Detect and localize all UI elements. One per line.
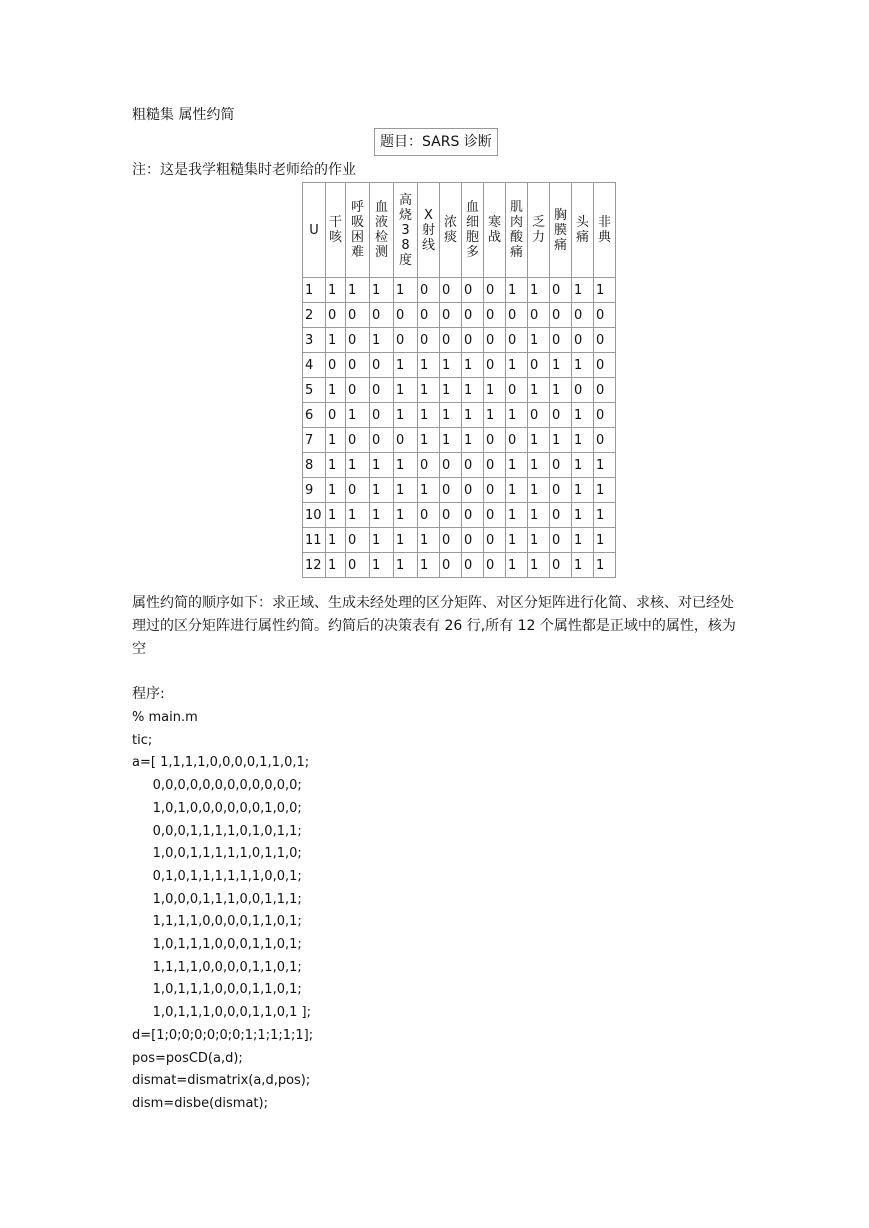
table-cell: 0 bbox=[594, 303, 616, 328]
subject-box: 题目：SARS 诊断 bbox=[374, 128, 498, 156]
table-cell: 1 bbox=[394, 528, 418, 553]
code-line: 1,1,1,1,0,0,0,0,1,1,0,1; bbox=[132, 959, 302, 975]
table-cell: 1 bbox=[528, 328, 550, 353]
table-cell: 1 bbox=[572, 478, 594, 503]
column-header: 肌肉酸痛 bbox=[506, 183, 528, 278]
table-cell: 0 bbox=[484, 353, 506, 378]
table-cell: 0 bbox=[572, 303, 594, 328]
table-cell: 0 bbox=[550, 403, 572, 428]
table-cell: 0 bbox=[394, 428, 418, 453]
table-cell: 0 bbox=[346, 353, 370, 378]
row-id-cell: 9 bbox=[303, 478, 326, 503]
table-cell: 1 bbox=[572, 353, 594, 378]
table-cell: 0 bbox=[550, 303, 572, 328]
table-cell: 1 bbox=[528, 378, 550, 403]
table-cell: 0 bbox=[346, 328, 370, 353]
table-cell: 1 bbox=[326, 278, 346, 303]
row-id-cell: 1 bbox=[303, 278, 326, 303]
column-header: 非典 bbox=[594, 183, 616, 278]
column-header: 寒战 bbox=[484, 183, 506, 278]
table-cell: 1 bbox=[326, 378, 346, 403]
table-cell: 1 bbox=[572, 453, 594, 478]
table-row bbox=[303, 528, 616, 553]
table-cell: 1 bbox=[394, 278, 418, 303]
column-header: U bbox=[303, 183, 326, 278]
table-cell: 1 bbox=[370, 528, 394, 553]
table-cell: 1 bbox=[394, 353, 418, 378]
table-row bbox=[303, 428, 616, 453]
table-cell: 1 bbox=[370, 553, 394, 578]
table-row bbox=[303, 453, 616, 478]
table-cell: 0 bbox=[506, 328, 528, 353]
table-cell: 1 bbox=[484, 403, 506, 428]
code-line: d=[1;0;0;0;0;0;0;1;1;1;1;1]; bbox=[132, 1027, 314, 1043]
column-header: 呼吸困难 bbox=[346, 183, 370, 278]
row-id-cell: 6 bbox=[303, 403, 326, 428]
table-cell: 1 bbox=[370, 453, 394, 478]
table-cell: 0 bbox=[528, 303, 550, 328]
table-cell: 1 bbox=[346, 503, 370, 528]
code-line: 0,0,0,1,1,1,1,0,1,0,1,1; bbox=[132, 823, 302, 839]
table-cell: 0 bbox=[418, 303, 440, 328]
code-line: pos=posCD(a,d); bbox=[132, 1050, 243, 1066]
table-cell: 0 bbox=[528, 403, 550, 428]
table-cell: 0 bbox=[484, 478, 506, 503]
table-cell: 1 bbox=[346, 453, 370, 478]
sars-data-table bbox=[302, 182, 616, 578]
column-header: 高烧38度 bbox=[394, 183, 418, 278]
table-cell: 1 bbox=[594, 503, 616, 528]
table-cell: 1 bbox=[572, 428, 594, 453]
table-cell: 0 bbox=[462, 453, 484, 478]
column-header: 干咳 bbox=[326, 183, 346, 278]
code-line: 1,0,1,1,1,0,0,0,1,1,0,1 ]; bbox=[132, 1005, 311, 1021]
table-cell: 1 bbox=[506, 453, 528, 478]
table-cell: 0 bbox=[326, 303, 346, 328]
row-id-cell: 7 bbox=[303, 428, 326, 453]
table-cell: 1 bbox=[346, 278, 370, 303]
table-cell: 0 bbox=[550, 328, 572, 353]
table-cell: 0 bbox=[462, 478, 484, 503]
note-text: 注：这是我学粗糙集时老师给的作业 bbox=[132, 162, 356, 178]
table-cell: 1 bbox=[418, 378, 440, 403]
table-cell: 0 bbox=[462, 528, 484, 553]
table-cell: 1 bbox=[394, 403, 418, 428]
table-cell: 0 bbox=[440, 528, 462, 553]
table-cell: 1 bbox=[394, 453, 418, 478]
table-cell: 0 bbox=[370, 303, 394, 328]
table-cell: 1 bbox=[572, 553, 594, 578]
table-cell: 1 bbox=[370, 278, 394, 303]
row-id-cell: 3 bbox=[303, 328, 326, 353]
table-cell: 0 bbox=[394, 303, 418, 328]
code-line: 1,0,1,0,0,0,0,0,0,1,0,0; bbox=[132, 800, 302, 816]
table-cell: 1 bbox=[326, 528, 346, 553]
table-cell: 1 bbox=[418, 528, 440, 553]
table-row bbox=[303, 278, 616, 303]
code-line: dismat=dismatrix(a,d,pos); bbox=[132, 1073, 311, 1089]
table-cell: 1 bbox=[594, 478, 616, 503]
table-cell: 0 bbox=[550, 503, 572, 528]
table-cell: 0 bbox=[440, 553, 462, 578]
table-cell: 0 bbox=[418, 453, 440, 478]
table-cell: 0 bbox=[440, 503, 462, 528]
table-cell: 1 bbox=[440, 378, 462, 403]
table-cell: 0 bbox=[346, 303, 370, 328]
table-cell: 0 bbox=[440, 478, 462, 503]
row-id-cell: 2 bbox=[303, 303, 326, 328]
table-cell: 0 bbox=[572, 378, 594, 403]
code-line: 1,0,0,0,1,1,1,0,0,1,1,1; bbox=[132, 891, 302, 907]
table-row bbox=[303, 478, 616, 503]
table-cell: 1 bbox=[394, 503, 418, 528]
code-line: 1,1,1,1,0,0,0,0,1,1,0,1; bbox=[132, 914, 302, 930]
table-cell: 0 bbox=[346, 528, 370, 553]
table-cell: 0 bbox=[394, 328, 418, 353]
table-cell: 0 bbox=[370, 378, 394, 403]
table-cell: 0 bbox=[440, 278, 462, 303]
table-cell: 1 bbox=[346, 403, 370, 428]
code-line: a=[ 1,1,1,1,0,0,0,0,1,1,0,1; bbox=[132, 755, 310, 771]
program-label: 程序: bbox=[132, 686, 165, 702]
table-cell: 0 bbox=[594, 428, 616, 453]
table-cell: 0 bbox=[484, 453, 506, 478]
column-header: 血液检测 bbox=[370, 183, 394, 278]
table-cell: 1 bbox=[440, 403, 462, 428]
table-cell: 1 bbox=[462, 403, 484, 428]
document-title: 粗糙集 属性约简 bbox=[132, 107, 235, 123]
table-cell: 0 bbox=[326, 353, 346, 378]
table-cell: 0 bbox=[484, 278, 506, 303]
table-cell: 0 bbox=[550, 553, 572, 578]
table-cell: 1 bbox=[418, 403, 440, 428]
table-cell: 0 bbox=[370, 403, 394, 428]
table-cell: 1 bbox=[506, 528, 528, 553]
table-cell: 1 bbox=[506, 353, 528, 378]
table-cell: 1 bbox=[440, 353, 462, 378]
table-cell: 0 bbox=[346, 378, 370, 403]
table-cell: 1 bbox=[418, 478, 440, 503]
table-cell: 0 bbox=[550, 478, 572, 503]
table-row bbox=[303, 503, 616, 528]
table-cell: 1 bbox=[528, 553, 550, 578]
row-id-cell: 8 bbox=[303, 453, 326, 478]
table-cell: 0 bbox=[594, 353, 616, 378]
table-cell: 1 bbox=[370, 503, 394, 528]
code-line: tic; bbox=[132, 732, 153, 748]
table-cell: 1 bbox=[326, 503, 346, 528]
table-cell: 1 bbox=[572, 528, 594, 553]
table-cell: 0 bbox=[370, 428, 394, 453]
table-cell: 1 bbox=[440, 428, 462, 453]
table-cell: 0 bbox=[594, 378, 616, 403]
code-line: dism=disbe(dismat); bbox=[132, 1095, 268, 1111]
table-cell: 1 bbox=[506, 553, 528, 578]
row-id-cell: 5 bbox=[303, 378, 326, 403]
table-cell: 1 bbox=[506, 403, 528, 428]
table-cell: 1 bbox=[394, 378, 418, 403]
table-cell: 1 bbox=[370, 328, 394, 353]
table-cell: 1 bbox=[326, 328, 346, 353]
table-header-row bbox=[303, 183, 616, 278]
table-row bbox=[303, 303, 616, 328]
table-cell: 0 bbox=[484, 328, 506, 353]
table-cell: 0 bbox=[550, 278, 572, 303]
row-id-cell: 10 bbox=[303, 503, 326, 528]
table-cell: 0 bbox=[594, 403, 616, 428]
code-line: 1,0,1,1,1,0,0,0,1,1,0,1; bbox=[132, 937, 302, 952]
table-row bbox=[303, 328, 616, 353]
table-cell: 0 bbox=[462, 303, 484, 328]
column-header: 浓痰 bbox=[440, 183, 462, 278]
table-cell: 1 bbox=[462, 378, 484, 403]
table-cell: 0 bbox=[418, 503, 440, 528]
table-cell: 1 bbox=[418, 553, 440, 578]
table-cell: 1 bbox=[418, 353, 440, 378]
table-cell: 1 bbox=[594, 278, 616, 303]
table-cell: 0 bbox=[440, 328, 462, 353]
table-row bbox=[303, 378, 616, 403]
table-cell: 1 bbox=[506, 278, 528, 303]
table-cell: 0 bbox=[506, 303, 528, 328]
table-cell: 1 bbox=[484, 378, 506, 403]
code-line: 0,1,0,1,1,1,1,1,1,0,0,1; bbox=[132, 868, 302, 884]
table-cell: 0 bbox=[346, 428, 370, 453]
table-cell: 0 bbox=[462, 278, 484, 303]
table-cell: 0 bbox=[484, 503, 506, 528]
table-cell: 1 bbox=[572, 278, 594, 303]
table-cell: 1 bbox=[572, 403, 594, 428]
column-header: 乏力 bbox=[528, 183, 550, 278]
table-cell: 0 bbox=[346, 553, 370, 578]
table-cell: 1 bbox=[528, 278, 550, 303]
table-cell: 1 bbox=[326, 428, 346, 453]
table-cell: 1 bbox=[370, 478, 394, 503]
table-body bbox=[303, 278, 616, 578]
table-cell: 1 bbox=[528, 528, 550, 553]
table-cell: 1 bbox=[528, 453, 550, 478]
table-cell: 0 bbox=[594, 328, 616, 353]
table-cell: 1 bbox=[394, 478, 418, 503]
table-cell: 0 bbox=[326, 403, 346, 428]
table-cell: 1 bbox=[594, 528, 616, 553]
table-cell: 0 bbox=[506, 428, 528, 453]
table-cell: 0 bbox=[440, 303, 462, 328]
table-cell: 0 bbox=[370, 353, 394, 378]
code-line: 1,0,1,1,1,0,0,0,1,1,0,1; bbox=[132, 982, 302, 998]
table-cell: 0 bbox=[484, 528, 506, 553]
code-line: 1,0,0,1,1,1,1,1,0,1,1,0; bbox=[132, 846, 302, 862]
table-cell: 0 bbox=[462, 503, 484, 528]
table-cell: 0 bbox=[484, 303, 506, 328]
column-header: 胸膜痛 bbox=[550, 183, 572, 278]
table-cell: 1 bbox=[528, 503, 550, 528]
table-cell: 0 bbox=[418, 278, 440, 303]
table-cell: 0 bbox=[506, 378, 528, 403]
reduction-description: 属性约简的顺序如下：求正域、生成未经处理的区分矩阵、对区分矩阵进行化简、求核、对已经处理过的区分矩阵进行属性约简。约简后的决策表有 26 行,所有 12 个属性都是正域中的属性，核为空 bbox=[132, 595, 736, 657]
table-cell: 1 bbox=[326, 453, 346, 478]
table-cell: 1 bbox=[594, 453, 616, 478]
table-cell: 0 bbox=[550, 453, 572, 478]
table-cell: 1 bbox=[528, 428, 550, 453]
table-cell: 0 bbox=[484, 553, 506, 578]
table-cell: 0 bbox=[440, 453, 462, 478]
table-cell: 0 bbox=[346, 478, 370, 503]
table-cell: 1 bbox=[550, 428, 572, 453]
table-cell: 0 bbox=[462, 553, 484, 578]
code-line: 0,0,0,0,0,0,0,0,0,0,0,0; bbox=[132, 778, 302, 794]
table-row bbox=[303, 553, 616, 578]
table-cell: 1 bbox=[326, 553, 346, 578]
column-header: 头痛 bbox=[572, 183, 594, 278]
row-id-cell: 12 bbox=[303, 553, 326, 578]
table-row bbox=[303, 403, 616, 428]
table-cell: 0 bbox=[550, 528, 572, 553]
code-line: % main.m bbox=[132, 710, 198, 725]
table-cell: 1 bbox=[394, 553, 418, 578]
table-cell: 1 bbox=[326, 478, 346, 503]
table-cell: 0 bbox=[528, 353, 550, 378]
table-cell: 0 bbox=[484, 428, 506, 453]
table-cell: 1 bbox=[528, 478, 550, 503]
row-id-cell: 4 bbox=[303, 353, 326, 378]
table-cell: 1 bbox=[550, 378, 572, 403]
table-row bbox=[303, 353, 616, 378]
table-cell: 1 bbox=[462, 353, 484, 378]
table-cell: 0 bbox=[418, 328, 440, 353]
column-header: 血细胞多 bbox=[462, 183, 484, 278]
table-cell: 1 bbox=[572, 503, 594, 528]
table-cell: 0 bbox=[462, 328, 484, 353]
column-header: X射线 bbox=[418, 183, 440, 278]
table-cell: 1 bbox=[506, 478, 528, 503]
table-cell: 1 bbox=[550, 353, 572, 378]
table-cell: 1 bbox=[418, 428, 440, 453]
row-id-cell: 11 bbox=[303, 528, 326, 553]
table-cell: 1 bbox=[462, 428, 484, 453]
table-cell: 1 bbox=[594, 553, 616, 578]
table-cell: 0 bbox=[572, 328, 594, 353]
table-cell: 1 bbox=[506, 503, 528, 528]
